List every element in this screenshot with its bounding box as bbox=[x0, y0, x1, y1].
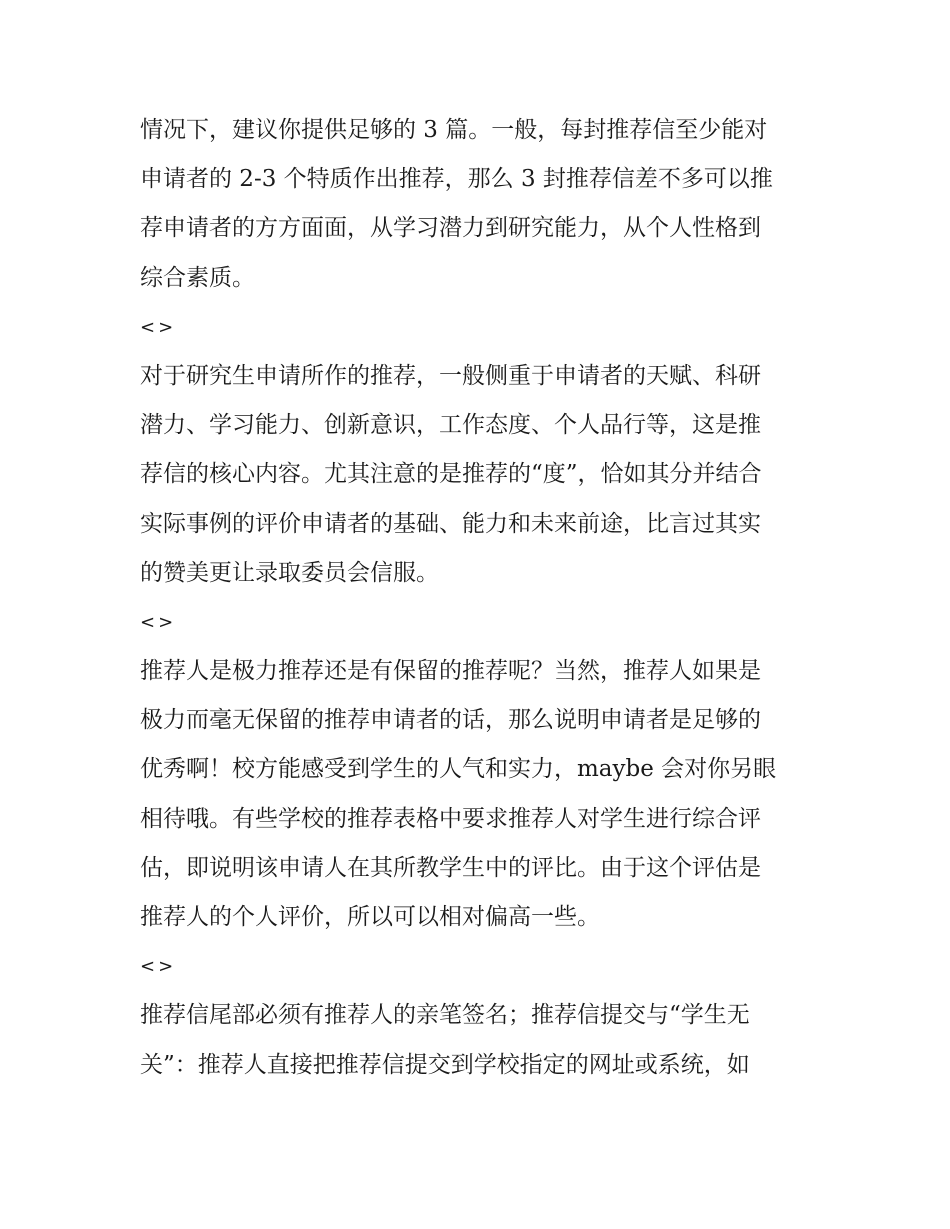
section-separator: <> bbox=[140, 956, 177, 978]
text-line: 实际事例的评价申请者的基础、能力和未来前途，比言过其实 bbox=[140, 510, 761, 537]
text-line: 推荐信尾部必须有推荐人的亲笔签名；推荐信提交与“学生无 bbox=[140, 1002, 750, 1029]
text-line: 综合素质。 bbox=[140, 264, 255, 291]
text-line: 推荐人的个人评价，所以可以相对偏高一些。 bbox=[140, 904, 600, 930]
text-line: 荐申请者的方方面面，从学习潜力到研究能力，从个人性格到 bbox=[140, 215, 761, 242]
text-line: 潜力、学习能力、创新意识，工作态度、个人品行等，这是推 bbox=[140, 412, 761, 439]
text-line: 相待哦。有些学校的推荐表格中要求推荐人对学生进行综合评 bbox=[140, 805, 761, 832]
text-line: 申请者的 2-3 个特质作出推荐，那么 3 封推荐信差不多可以推 bbox=[140, 166, 773, 193]
text-line: 关”：推荐人直接把推荐信提交到学校指定的网址或系统，如 bbox=[140, 1051, 750, 1078]
text-line: 估，即说明该申请人在其所教学生中的评比。由于这个评估是 bbox=[140, 854, 761, 881]
text-line: 情况下，建议你提供足够的 3 篇。一般，每封推荐信至少能对 bbox=[140, 117, 768, 143]
paragraph bbox=[140, 647, 820, 942]
section-separator: <> bbox=[140, 611, 177, 633]
document-page bbox=[140, 106, 820, 1090]
paragraph bbox=[140, 991, 820, 1089]
text-line: 推荐人是极力推荐还是有保留的推荐呢？当然，推荐人如果是 bbox=[140, 658, 761, 685]
text-line: 优秀啊！校方能感受到学生的人气和实力，maybe 会对你另眼 bbox=[140, 756, 777, 783]
section-separator: <> bbox=[140, 316, 177, 338]
paragraph bbox=[140, 106, 820, 303]
text-line: 极力而毫无保留的推荐申请者的话，那么说明申请者是足够的 bbox=[140, 707, 761, 734]
text-line: 对于研究生申请所作的推荐，一般侧重于申请者的天赋、科研 bbox=[140, 362, 761, 389]
text-line: 的赞美更让录取委员会信服。 bbox=[140, 559, 439, 586]
text-line: 荐信的核心内容。尤其注意的是推荐的“度”，恰如其分并结合 bbox=[140, 461, 762, 488]
paragraph bbox=[140, 352, 820, 598]
